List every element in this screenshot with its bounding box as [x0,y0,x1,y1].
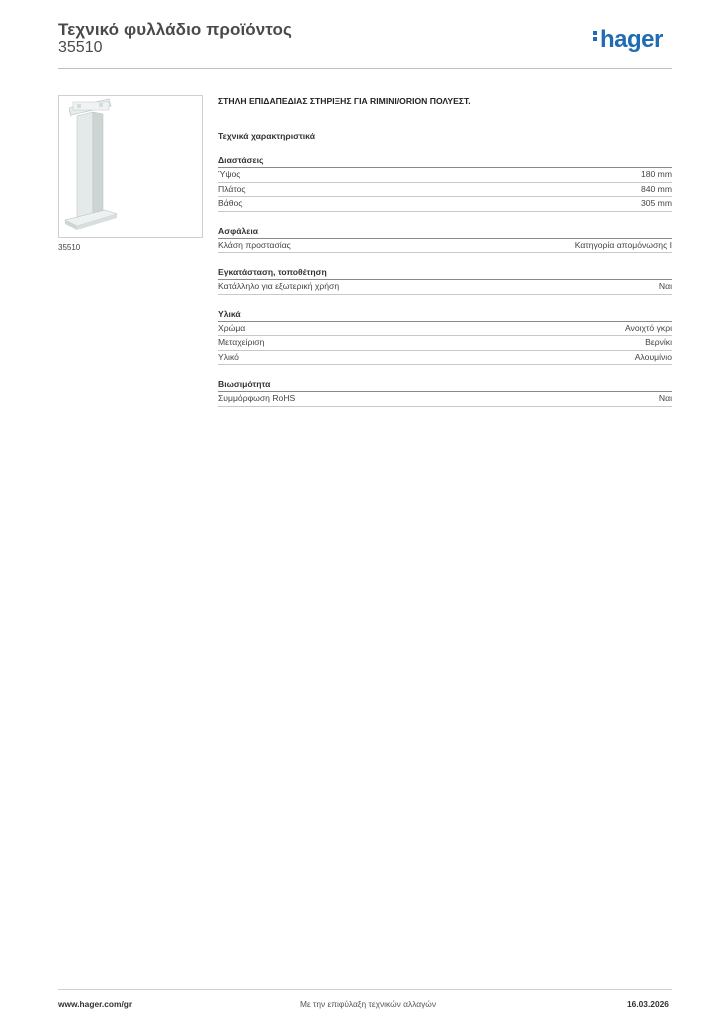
spec-label: Βάθος [218,198,243,208]
product-ref: 35510 [58,243,81,252]
spec-row [218,280,672,295]
spec-group-safety [218,212,672,254]
spec-value: 840 mm [640,183,672,194]
spec-label: Κλάση προστασίας [218,239,291,250]
footer-note: Με την επιφύλαξη τεχνικών αλλαγών [300,999,437,1009]
header-divider [58,68,672,69]
spec-value: Αλουμίνιο [634,351,672,362]
hager-logo [593,28,663,52]
spec-label: Πλάτος [218,183,246,194]
spec-group-dimensions [218,141,672,212]
spec-row [218,183,672,198]
spec-value: Ναι [658,393,672,403]
spec-value: 305 mm [640,198,672,208]
group-title: Διαστάσεις [218,141,672,168]
spec-value: Κατηγορία απομόνωσης I [574,239,672,250]
logo-dots-icon [593,29,598,43]
spec-value: Ναι [658,281,672,291]
spec-label: Υλικό [218,351,239,362]
footer-url-link[interactable]: www.hager.com/gr [58,999,133,1009]
page-title: Τεχνικό φυλλάδιο προϊόντος [58,20,292,39]
spec-row [218,322,672,337]
group-title: Βιωσιμότητα [218,365,672,392]
spec-label: Χρώμα [218,322,246,333]
spec-row [218,392,672,407]
spec-label: Ύψος [218,169,241,179]
footer-divider [58,989,672,990]
spec-row [218,239,672,254]
product-name: ΣΤΗΛΗ ΕΠΙΔΑΠΕΔΙΑΣ ΣΤΗΡΙΞΗΣ ΓΙΑ RIMINI/ORION ΠΟΛΥΕΣΤ. [218,96,471,106]
spec-value: Ανοιχτό γκρι [624,322,672,333]
spec-row [218,197,672,212]
specs-title: Τεχνικά χαρακτηριστικά [218,131,315,141]
spec-group-installation [218,253,672,295]
group-title: Υλικά [218,295,672,322]
pedestal-column-image [59,96,202,237]
logo-text: hager [600,26,663,53]
spec-label: Κατάλληλο για εξωτερική χρήση [218,281,340,291]
product-image [58,95,203,238]
spec-label: Συμμόρφωση RoHS [218,393,296,403]
spec-row [218,351,672,366]
spec-row [218,168,672,183]
spec-row [218,336,672,351]
group-title: Εγκατάσταση, τοποθέτηση [218,253,672,280]
spec-value: Βερνίκι [645,337,672,347]
footer-date: 16.03.2026 [627,999,669,1009]
spec-group-materials [218,295,672,366]
group-title: Ασφάλεια [218,212,672,239]
spec-value: 180 mm [640,169,672,179]
spec-group-sustainability [218,365,672,407]
spec-label: Μεταχείριση [218,337,265,347]
product-code: 35510 [58,39,103,56]
spec-content [218,96,672,407]
